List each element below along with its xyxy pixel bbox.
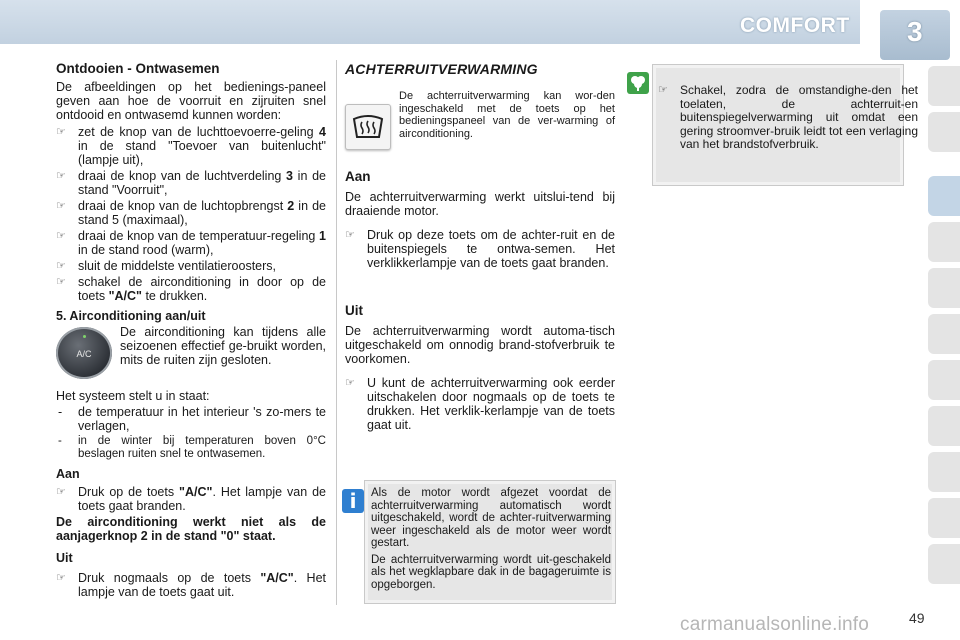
rear-defrost-block	[345, 90, 615, 156]
step-list	[56, 125, 326, 303]
hand-pointer-icon: ☞	[56, 276, 66, 288]
side-tab-1[interactable]	[928, 66, 960, 106]
side-tab-7[interactable]	[928, 360, 960, 400]
button-caption: De achterruitverwarming kan wor-den ingeschakeld met de toets op het bedieningspaneel van de ver-warming of airconditioning.	[399, 90, 615, 140]
side-tab-2[interactable]	[928, 112, 960, 152]
side-tab-8[interactable]	[928, 406, 960, 446]
watermark: carmanualsonline.info	[680, 614, 870, 635]
uit-heading: Uit	[56, 551, 73, 565]
list-item: ☞ Druk op deze toets om de achter-ruit en de buitenspiegels te ontwa-semen. Het verklikkerlampje van de toets gaat branden.	[345, 228, 615, 270]
ac-heading: 5. Airconditioning aan/uit	[56, 309, 206, 323]
hand-pointer-icon: ☞	[345, 377, 355, 389]
chapter-number: 3	[907, 16, 923, 47]
list-item: ☞ zet de knop van de luchttoevoerre-geling 4 in de stand "Toevoer van buitenlucht" (lampje uit),	[56, 125, 326, 167]
list-item: ☞ draai de knop van de luchtverdeling 3 in de stand "Voorruit",	[56, 169, 326, 197]
section-heading: ACHTERRUITVERWARMING	[345, 61, 538, 77]
info-icon: i	[342, 489, 364, 513]
rear-defrost-icon	[346, 105, 390, 149]
side-tab-11[interactable]	[928, 544, 960, 584]
system-text: Het systeem stelt u in staat:	[56, 389, 210, 403]
middle-column	[345, 62, 615, 432]
list-item: ☞ schakel de airconditioning in door op de toets "A/C" te drukken.	[56, 275, 326, 303]
list-item: ☞ sluit de middelste ventilatieroosters,	[56, 259, 277, 273]
side-tab-6[interactable]	[928, 314, 960, 354]
column-divider	[336, 60, 337, 605]
side-tab-9[interactable]	[928, 452, 960, 492]
rear-defrost-button[interactable]	[345, 104, 391, 150]
hand-pointer-icon: ☞	[56, 230, 66, 242]
page-number: 49	[909, 610, 925, 626]
info-box-content	[371, 487, 611, 591]
hand-pointer-icon: ☞	[56, 572, 66, 584]
warning-text: De airconditioning werkt niet als de aanjagerknop 2 in de stand "0" staat.	[56, 515, 326, 543]
list-item: ☞ draai de knop van de temperatuur-regeling 1 in de stand rood (warm),	[56, 229, 326, 257]
list-item: ☞ Druk nogmaals op de toets "A/C". Het lampje van de toets gaat uit.	[56, 571, 326, 599]
list-item: ☞ Druk op de toets "A/C". Het lampje van de toets gaat branden.	[56, 485, 326, 513]
info-para-2: De achterruitverwarming wordt uit-geschakeld als het wegklapbare dak in de bagageruimte is opgeborgen.	[371, 553, 611, 591]
left-column	[56, 62, 326, 599]
side-tab-active[interactable]	[928, 176, 960, 216]
list-item: ☞ draai de knop van de luchtopbrengst 2 in de stand 5 (maximaal),	[56, 199, 326, 227]
hand-pointer-icon: ☞	[56, 486, 66, 498]
side-tab-4[interactable]	[928, 222, 960, 262]
uit-text: De achterruitverwarming wordt automa-tisch uitgeschakeld om onnodig brand-stofverbruik te voorkomen.	[345, 324, 615, 366]
side-tab-5[interactable]	[928, 268, 960, 308]
eco-text: ☞ Schakel, zodra de omstandighe-den het toelaten, de achterruit-en buitenspiegelverwarming uit omdat een gering stroomver-bruik leidt tot een verlaging van het brandstofverbruik.	[658, 83, 918, 151]
side-tab-10[interactable]	[928, 498, 960, 538]
ac-indicator-light	[83, 335, 86, 338]
eco-tree-icon	[627, 72, 649, 94]
hand-pointer-icon: ☞	[56, 126, 66, 138]
hand-pointer-icon: ☞	[56, 260, 66, 272]
aan-heading: Aan	[345, 169, 371, 184]
hand-pointer-icon: ☞	[345, 229, 355, 241]
intro-text: De afbeeldingen op het bedienings-paneel geven aan hoe de voorruit en zijruiten snel ontdooid en ontwasemd kunnen worden:	[56, 80, 326, 122]
hand-pointer-icon: ☞	[56, 170, 66, 182]
list-item: - in de winter bij temperaturen boven 0°C beslagen ruiten snel te ontwasemen.	[58, 435, 326, 460]
page-title: COMFORT	[740, 14, 850, 37]
hand-pointer-icon: ☞	[658, 84, 668, 96]
info-para-1: Als de motor wordt afgezet voordat de achterruitverwarming automatisch wordt uitgeschakeld, wordt de achter-ruitverwarming weer ingeschakeld als de motor weer wordt gestart.	[371, 487, 611, 549]
aan-heading: Aan	[56, 467, 80, 481]
list-item: ☞ U kunt de achterruitverwarming ook eerder uitschakelen door nogmaals op de toets te drukken. Het verklik-kerlampje van de toets gaat uit.	[345, 376, 615, 432]
uit-heading: Uit	[345, 303, 363, 318]
ac-block	[56, 325, 326, 383]
ac-knob-image	[56, 327, 112, 379]
ac-knob-label: A/C	[76, 349, 92, 359]
ac-text: De airconditioning kan tijdens alle seizoenen effectief ge-bruikt worden, mits de ruiten zijn gesloten.	[120, 325, 326, 367]
hand-pointer-icon: ☞	[56, 200, 66, 212]
aan-text: De achterruitverwarming werkt uitslui-tend bij draaiende motor.	[345, 190, 615, 218]
list-item: - de temperatuur in het interieur 's zo-mers te verlagen,	[58, 405, 326, 433]
section-heading: Ontdooien - Ontwasemen	[56, 61, 220, 76]
